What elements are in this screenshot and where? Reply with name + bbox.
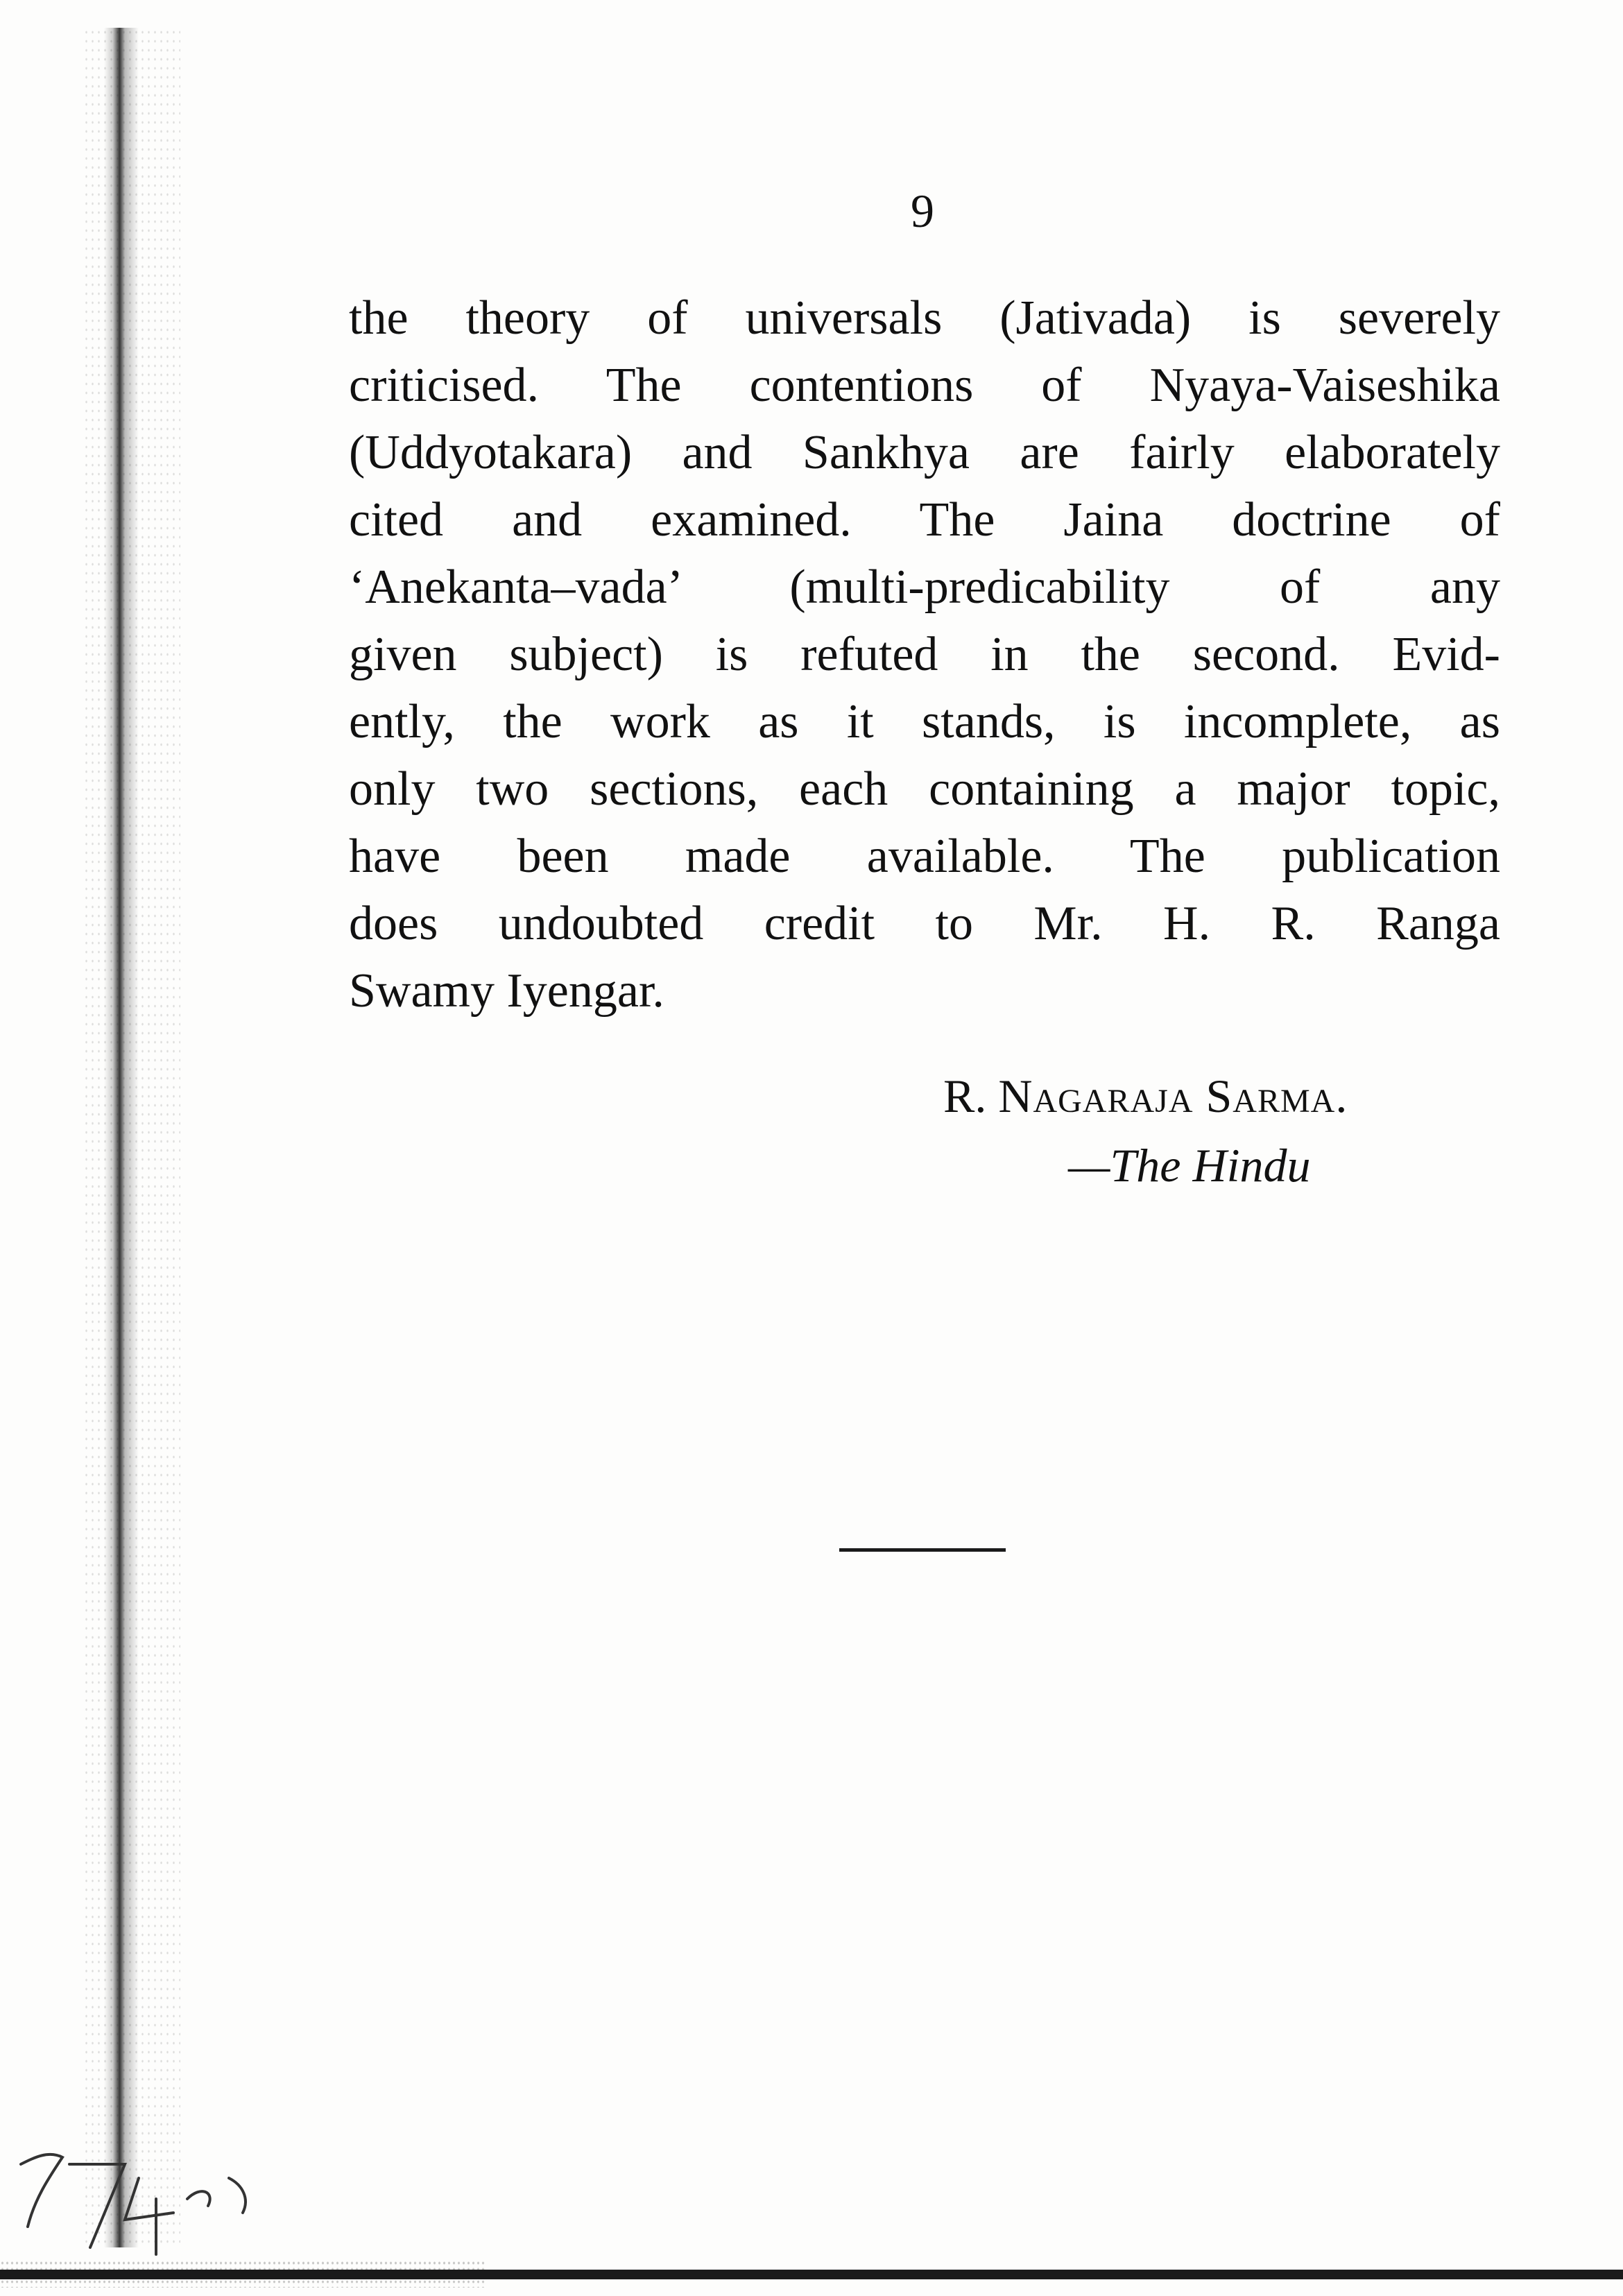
page-number: 9 xyxy=(911,185,934,237)
text-line: does undoubted credit to Mr. H. R. Ranga xyxy=(349,897,1500,950)
text-line: (Uddyotakara) and Sankhya are fairly elaborately xyxy=(349,426,1500,479)
text-line: have been made available. The publication xyxy=(349,830,1500,883)
text-line: the theory of universals (Jativada) is severely xyxy=(349,291,1500,345)
author-name: Nagaraja Sarma. xyxy=(998,1070,1348,1122)
text-line: ently, the work as it stands, is incomplete, as xyxy=(349,695,1500,748)
handwritten-mark xyxy=(7,2136,298,2261)
body-paragraph xyxy=(349,284,1500,1025)
text-line: ‘Anekanta–vada’ (multi-predicability of any xyxy=(349,560,1500,614)
bottom-edge-rule xyxy=(0,2270,1623,2279)
text-line: cited and examined. The Jaina doctrine of xyxy=(349,493,1500,547)
author-signature xyxy=(943,1061,1348,1131)
author-initial: R. xyxy=(943,1070,987,1122)
binding-edge xyxy=(104,28,139,2247)
text-line: criticised. The contentions of Nyaya-Vaiseshika xyxy=(349,359,1500,412)
text-line: given subject) is refuted in the second. Evid- xyxy=(349,628,1500,681)
text-line: only two sections, each containing a major topic, xyxy=(349,762,1500,816)
text-line: Swamy Iyengar. xyxy=(349,964,664,1018)
source-attribution: —The Hindu xyxy=(1068,1139,1311,1192)
section-divider xyxy=(839,1548,1006,1552)
